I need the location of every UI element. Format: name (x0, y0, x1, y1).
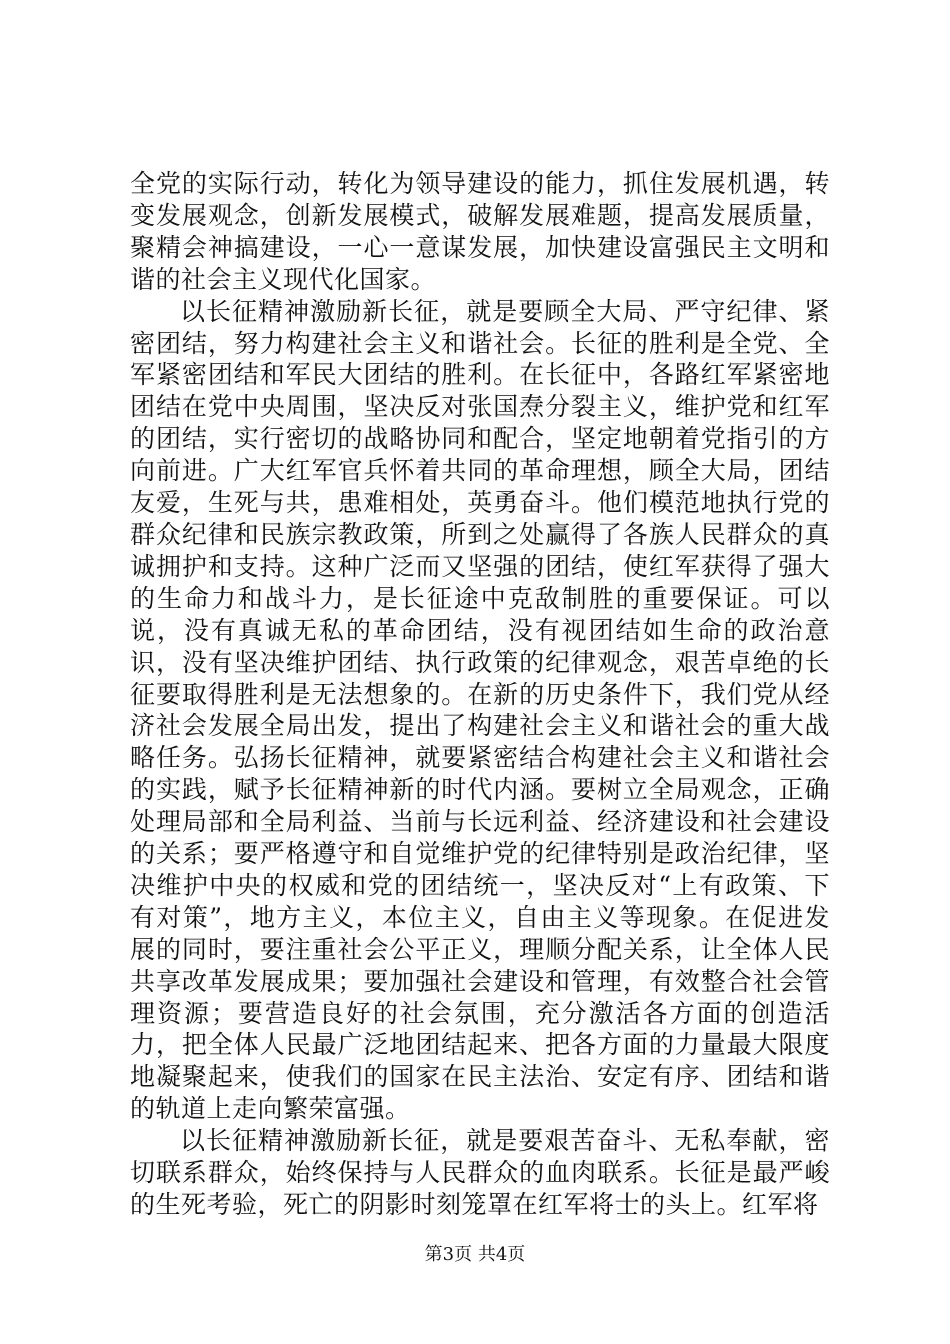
paragraph-2: 以长征精神激励新长征，就是要顾全大局、严守纪律、紧密团结，努力构建社会主义和谐社会。长征的胜利是全党、全军紧密团结和军民大团结的胜利。在长征中，各路红军紧密地团结在党中央周围，坚决反对张国焘分裂主义，维护党和红军的团结，实行密切的战略协同和配合，坚定地朝着党指引的方向前进。广大红军官兵怀着共同的革命理想，顾全大局，团结友爱，生死与共，患难相处，英勇奋斗。他们模范地执行党的群众纪律和民族宗教政策，所到之处赢得了各族人民群众的真诚拥护和支持。这种广泛而又坚强的团结，使红军获得了强大的生命力和战斗力，是长征途中克敌制胜的重要保证。可以说，没有真诚无私的革命团结，没有视团结如生命的政治意识，没有坚决维护团结、执行政策的纪律观念，艰苦卓绝的长征要取得胜利是无法想象的。在新的历史条件下，我们党从经济社会发展全局出发，提出了构建社会主义和谐社会的重大战略任务。弘扬长征精神，就要紧密结合构建社会主义和谐社会的实践，赋予长征精神新的时代内涵。要树立全局观念，正确处理局部和全局利益、当前与长远利益、经济建设和社会建设的关系；要严格遵守和自觉维护党的纪律特别是政治纪律，坚决维护中央的权威和党的团结统一，坚决反对“上有政策、下有对策”，地方主义，本位主义，自由主义等现象。在促进发展的同时，要注重社会公平正义，理顺分配关系，让全体人民共享改革发展成果；要加强社会建设和管理，有效整合社会管理资源；要营造良好的社会氛围，充分激活各方面的创造活力，把全体人民最广泛地团结起来、把各方面的力量最大限度地凝聚起来，使我们的国家在民主法治、安定有序、团结和谐的轨道上走向繁荣富强。 (130, 296, 830, 1124)
paragraph-3: 以长征精神激励新长征，就是要艰苦奋斗、无私奉献，密切联系群众，始终保持与人民群众的血肉联系。长征是最严峻的生死考验，死亡的阴影时刻笼罩在红军将士的头上。红军将 (130, 1126, 830, 1219)
document-body (130, 168, 830, 1221)
page-footer: 第3页 共4页 (424, 1244, 526, 1265)
paragraph-1: 全党的实际行动，转化为领导建设的能力，抓住发展机遇，转变发展观念，创新发展模式，破解发展难题，提高发展质量，聚精会神搞建设，一心一意谋发展，加快建设富强民主文明和谐的社会主义现代化国家。 (130, 169, 830, 294)
